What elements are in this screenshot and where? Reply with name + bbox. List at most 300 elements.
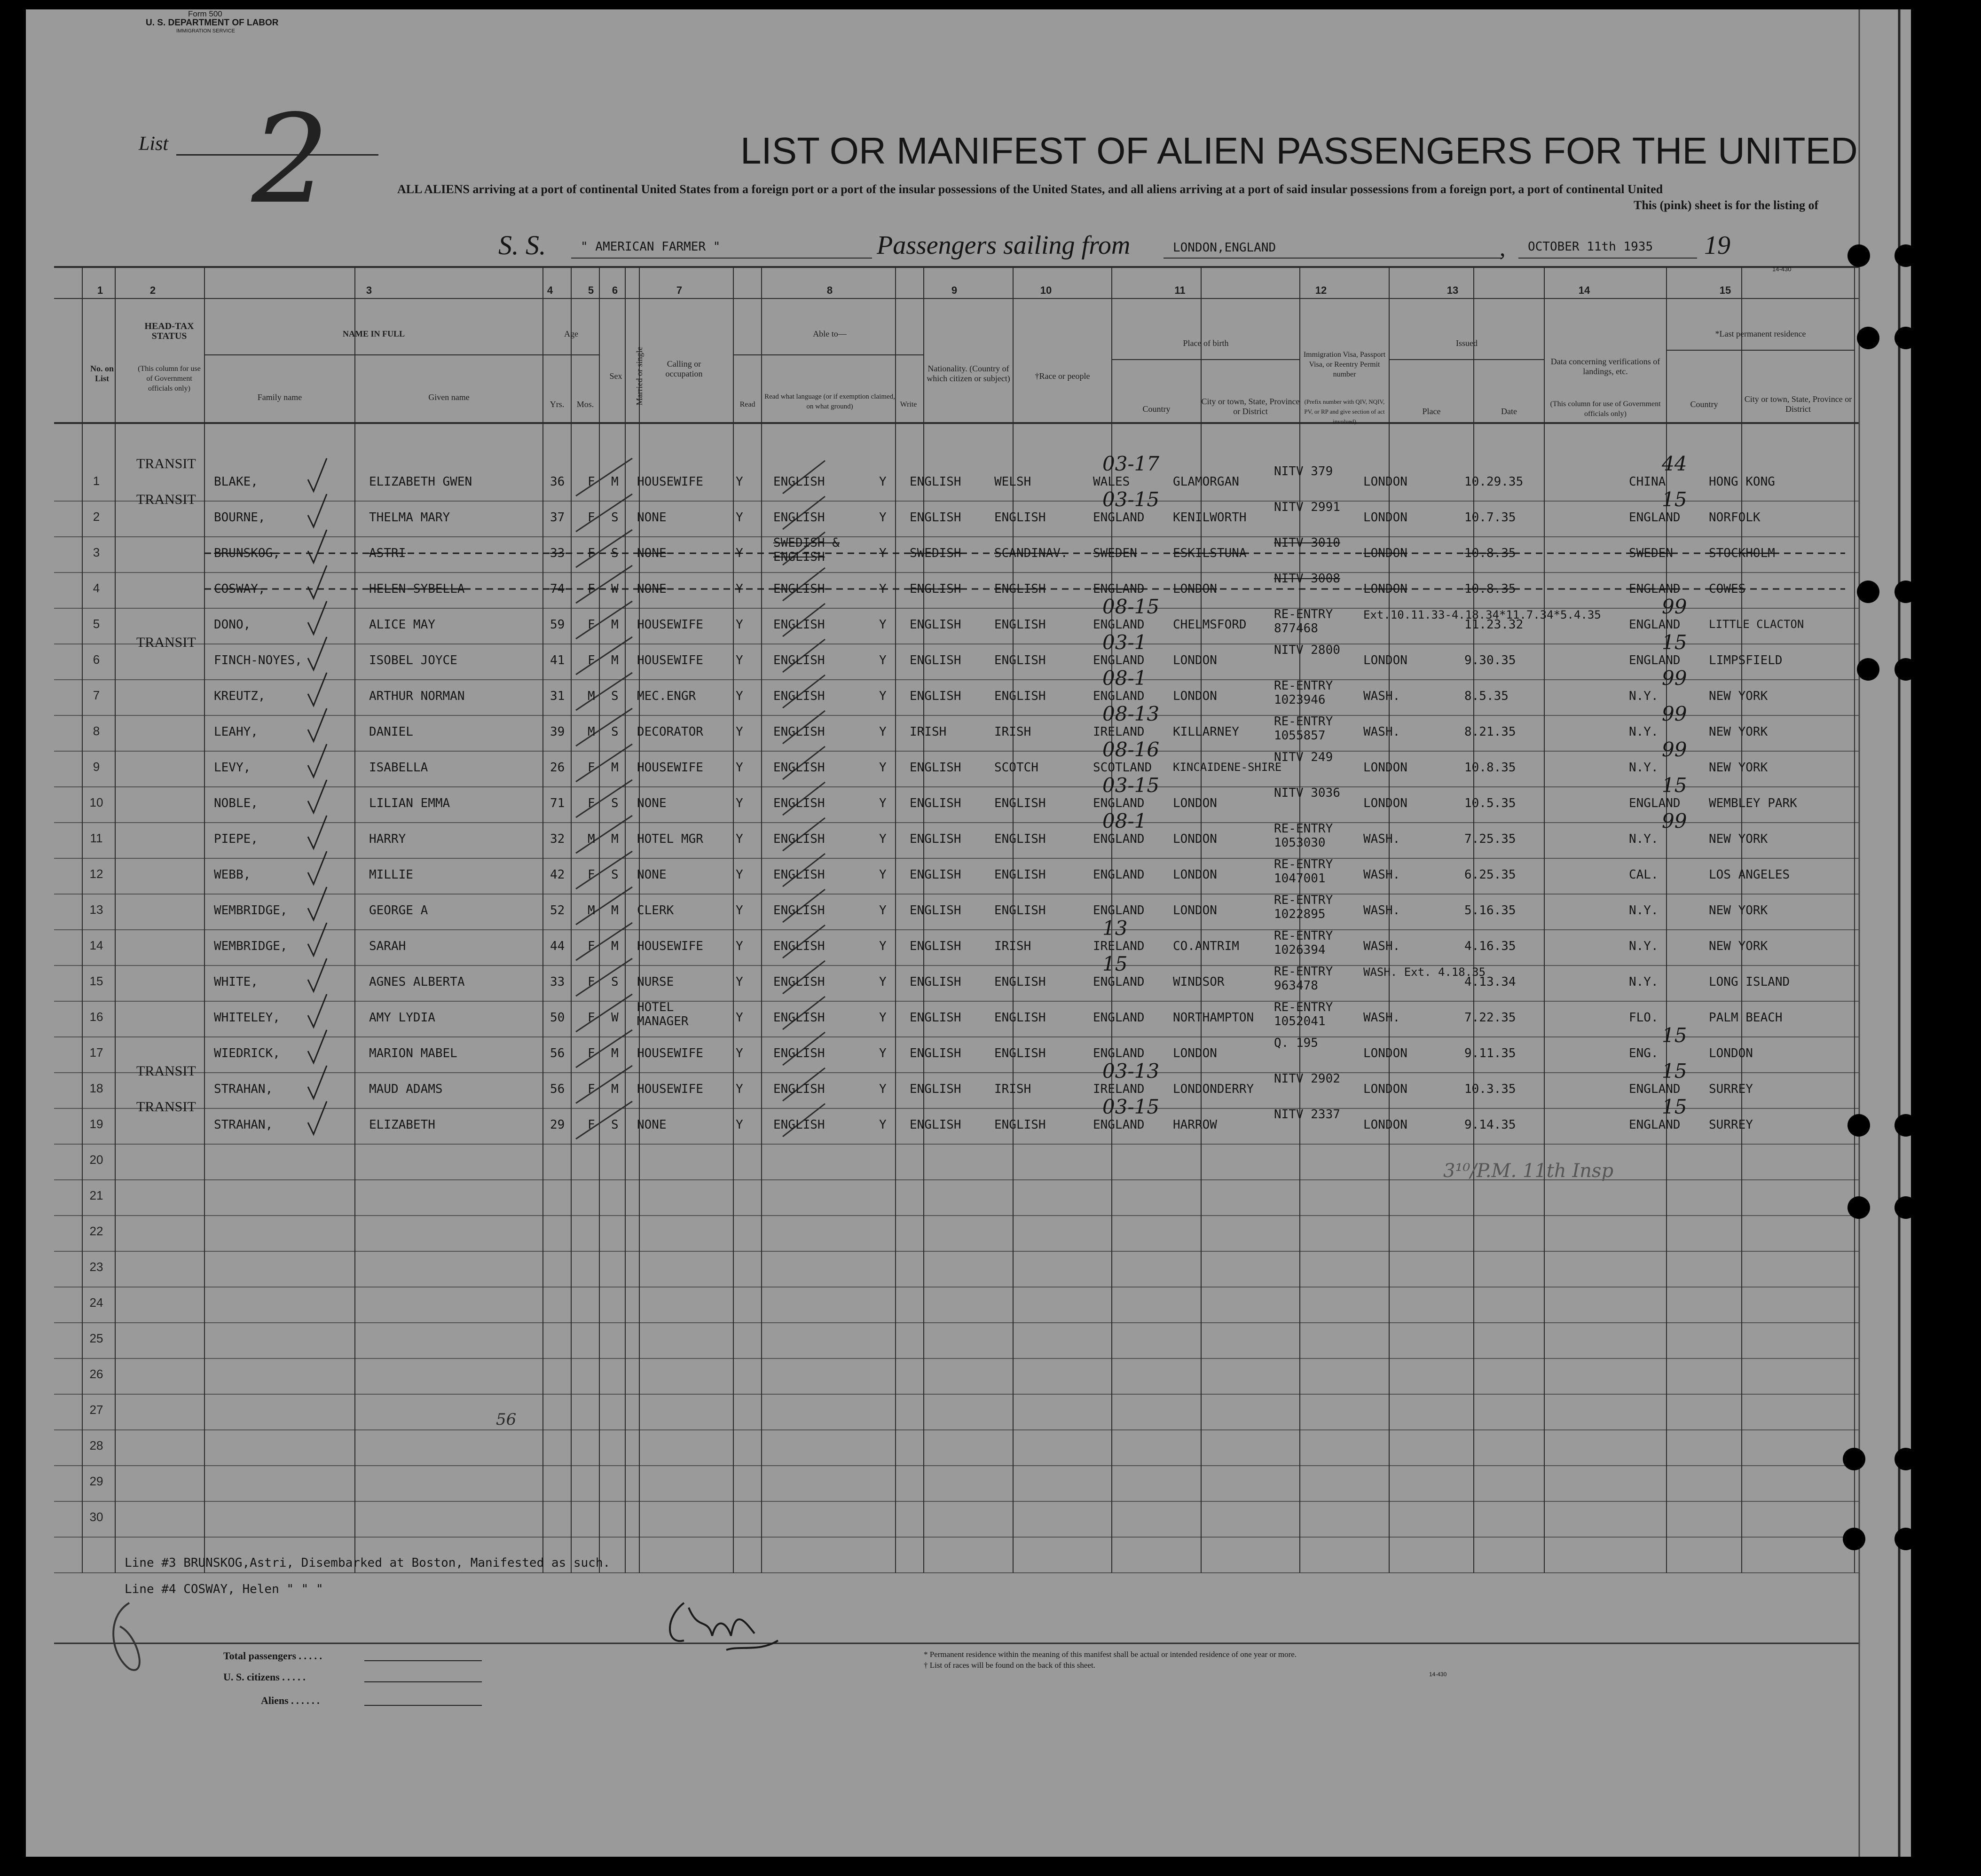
cell-race: ENGLISH: [994, 618, 1046, 632]
cell-age: 50: [550, 1011, 565, 1025]
cell-res-city: SURREY: [1709, 1118, 1753, 1132]
cell-language: ENGLISH: [773, 796, 825, 810]
cell-language: ENGLISH: [773, 582, 825, 596]
header-mos: Mos.: [576, 399, 594, 409]
cell-race: IRISH: [994, 725, 1031, 739]
punch-hole: [1895, 658, 1917, 681]
cell-issued-date: 7.22.35: [1464, 1011, 1516, 1025]
cell-language: ENGLISH: [773, 618, 825, 632]
cell-issued-date: 8.5.35: [1464, 689, 1509, 703]
cell-write: Y: [879, 1118, 887, 1132]
row-number: 28: [89, 1438, 103, 1452]
cell-res-country: N.Y.: [1629, 832, 1659, 846]
cell-occupation: HOUSEWIFE: [637, 1046, 703, 1060]
handwritten-code: 03-15: [1102, 774, 1160, 797]
cell-sex: F: [588, 761, 595, 775]
header-married: Married or single: [634, 346, 644, 406]
cell-sex: F: [588, 510, 595, 525]
cell-given: ISABELLA: [369, 761, 428, 775]
cell-issued-place: LONDON: [1363, 653, 1407, 667]
cell-birth-city: NORTHAMPTON: [1173, 1011, 1254, 1025]
cell-ms: M: [611, 618, 619, 632]
cell-res-country: N.Y.: [1629, 689, 1659, 703]
cell-birth-country: IRELAND: [1093, 725, 1145, 739]
cell-issued-place: LONDON: [1363, 1082, 1407, 1096]
cell-sex: M: [588, 725, 595, 739]
cell-issued-place: LONDON: [1363, 796, 1407, 810]
cell-race: IRISH: [994, 939, 1031, 953]
cell-issued-date: 10.8.35: [1464, 546, 1516, 560]
row-number: 12: [89, 867, 103, 881]
cell-given: LILIAN EMMA: [369, 796, 450, 810]
row20-note: 3¹⁰/P.M. 11th Insp: [1443, 1160, 1614, 1182]
cell-issued-place: LONDON: [1363, 1046, 1407, 1060]
col-num-1: 1: [97, 284, 103, 296]
cell-given: ALICE MAY: [369, 618, 435, 632]
cell-sex: F: [588, 546, 595, 560]
cell-sex: F: [588, 475, 595, 489]
cell-race: SCOTCH: [994, 761, 1038, 775]
cell-nationality: ENGLISH: [910, 975, 961, 989]
service: IMMIGRATION SERVICE: [176, 28, 235, 34]
cell-given: MARION MABEL: [369, 1046, 457, 1060]
cell-birth-country: ENGLAND: [1093, 582, 1145, 596]
cell-issued-date: 9.11.35: [1464, 1046, 1516, 1060]
punch-hole: [1857, 327, 1879, 349]
cell-sex: M: [588, 832, 595, 846]
cell-birth-city: LONDON: [1173, 653, 1217, 667]
cell-res-city: LONG ISLAND: [1709, 975, 1790, 989]
cell-race: ENGLISH: [994, 1011, 1046, 1025]
col-num-10: 10: [1040, 284, 1052, 296]
cell-language: ENGLISH: [773, 475, 825, 489]
cell-visa: RE-ENTRY 1023946: [1274, 679, 1333, 707]
cell-family: FINCH-NOYES,: [214, 653, 302, 667]
cell-nationality: ENGLISH: [910, 1118, 961, 1132]
cell-res-city: NEW YORK: [1709, 939, 1768, 953]
cell-occupation: HOUSEWIFE: [637, 653, 703, 667]
handwritten-code: 08-1: [1102, 809, 1147, 832]
cell-ms: S: [611, 1118, 619, 1132]
cell-res-country: N.Y.: [1629, 761, 1659, 775]
cell-occupation: NURSE: [637, 975, 674, 989]
cell-write: Y: [879, 761, 887, 775]
sailing-label: Passengers sailing from: [877, 231, 1131, 260]
cell-read: Y: [736, 903, 743, 918]
cell-sex: F: [588, 653, 595, 667]
cell-visa: Q. 195: [1274, 1036, 1318, 1050]
handwritten-code: 08-13: [1102, 702, 1160, 725]
us-citizens-line: [364, 1681, 482, 1682]
header-verif-note: (This column for use of Government officials only): [1550, 400, 1661, 418]
cell-age: 29: [550, 1118, 565, 1132]
punch-hole: [1895, 1528, 1917, 1550]
cell-given: ASTRI: [369, 546, 406, 560]
cell-given: MAUD ADAMS: [369, 1082, 443, 1096]
cell-occupation: NONE: [637, 1118, 667, 1132]
row-number: 11: [90, 831, 103, 845]
cell-family: NOBLE,: [214, 796, 258, 810]
cell-family: COSWAY,: [214, 582, 266, 596]
cell-language: ENGLISH: [773, 1082, 825, 1096]
footer-code: 14-430: [1429, 1671, 1447, 1678]
cell-sex: F: [588, 1046, 595, 1060]
cell-age: 52: [550, 903, 565, 918]
cell-issued-date: 5.16.35: [1464, 903, 1516, 918]
cell-issued-date: 6.25.35: [1464, 868, 1516, 882]
handwritten-code: 03-15: [1102, 1095, 1160, 1118]
cell-write: Y: [879, 832, 887, 846]
col-num-12: 12: [1315, 284, 1327, 296]
cell-visa: NITV 249: [1274, 750, 1333, 764]
cell-write: Y: [879, 903, 887, 918]
inspector-signature: [656, 1589, 811, 1664]
cell-res-city: LONDON: [1709, 1046, 1753, 1060]
cell-given: ISOBEL JOYCE: [369, 653, 457, 667]
cell-res-country: N.Y.: [1629, 903, 1659, 918]
cell-nationality: ENGLISH: [910, 1082, 961, 1096]
cell-family: WEMBRIDGE,: [214, 939, 288, 953]
col-num-8: 8: [826, 284, 833, 296]
cell-ms: S: [611, 796, 619, 810]
cell-birth-country: SWEDEN: [1093, 546, 1137, 560]
cell-res-country: CAL.: [1629, 868, 1659, 882]
cell-read: Y: [736, 1011, 743, 1025]
cell-res-city: COWES: [1709, 582, 1746, 596]
header-race: †Race or people: [1035, 371, 1090, 381]
cell-headtax: TRANSIT: [136, 1063, 196, 1079]
cell-family: STRAHAN,: [214, 1082, 273, 1096]
header-country: Country: [1142, 404, 1171, 414]
cell-write: Y: [879, 510, 887, 525]
cell-res-country: N.Y.: [1629, 975, 1659, 989]
handwritten-code: 08-15: [1102, 595, 1160, 618]
handwritten-code: 03-17: [1102, 452, 1160, 475]
row-number: 5: [93, 617, 100, 631]
cell-birth-city: LONDON: [1173, 796, 1217, 810]
aliens-line: [364, 1705, 482, 1706]
cell-read: Y: [736, 725, 743, 739]
row-number: 24: [89, 1295, 103, 1310]
cell-language: ENGLISH: [773, 1046, 825, 1060]
cell-sex: F: [588, 975, 595, 989]
cell-res-city: NEW YORK: [1709, 903, 1768, 918]
manifest-title: LIST OR MANIFEST OF ALIEN PASSENGERS FOR THE UNITED: [740, 130, 1858, 172]
row-number: 26: [89, 1367, 103, 1381]
footer-note-1: Line #3 BRUNSKOG,Astri, Disembarked at Boston, Manifested as such.: [125, 1556, 611, 1570]
cell-issued-place: LONDON: [1363, 761, 1407, 775]
cell-read: Y: [736, 975, 743, 989]
cell-birth-country: IRELAND: [1093, 1082, 1145, 1096]
cell-issued-place: WASH.: [1363, 1011, 1400, 1025]
cell-ms: M: [611, 653, 619, 667]
header-place-of-birth: Place of birth: [1183, 338, 1229, 348]
cell-read: Y: [736, 582, 743, 596]
cell-write: Y: [879, 546, 887, 560]
cell-ms: M: [611, 475, 619, 489]
cell-birth-city: LONDON: [1173, 1046, 1217, 1060]
cell-headtax: TRANSIT: [136, 456, 196, 471]
cell-write: Y: [879, 1046, 887, 1060]
cell-family: WHITELEY,: [214, 1011, 280, 1025]
punch-hole: [1847, 1114, 1870, 1137]
cell-res-country: ENGLAND: [1629, 510, 1681, 525]
cell-issued-place: Ext.10.11.33-4.18.34*11.7.34*5.4.35: [1363, 608, 1601, 621]
cell-sex: M: [588, 903, 595, 918]
cell-issued-date: 10.29.35: [1464, 475, 1524, 489]
cell-visa: RE-ENTRY 1055857: [1274, 714, 1333, 743]
cell-race: ENGLISH: [994, 868, 1046, 882]
manifest-sheet: [26, 9, 1911, 1857]
cell-ms: S: [611, 725, 619, 739]
cell-res-country: ENGLAND: [1629, 1082, 1681, 1096]
cell-read: Y: [736, 510, 743, 525]
header-given-name: Given name: [428, 392, 470, 402]
handwritten-code: 13: [1102, 917, 1128, 940]
cell-visa: NITV 2337: [1274, 1107, 1340, 1122]
cell-birth-country: ENGLAND: [1093, 868, 1145, 882]
ss-label: S. S.: [498, 230, 546, 260]
total-passengers-label: Total passengers . . . . .: [223, 1650, 322, 1662]
cell-occupation: NONE: [637, 510, 667, 525]
cell-ms: M: [611, 903, 619, 918]
cell-given: MILLIE: [369, 868, 413, 882]
cell-write: Y: [879, 939, 887, 953]
punch-hole: [1843, 1528, 1865, 1550]
cell-visa: NITV 2991: [1274, 500, 1340, 514]
row-number: 23: [89, 1260, 103, 1274]
cell-res-city: PALM BEACH: [1709, 1011, 1783, 1025]
row-number: 8: [93, 724, 100, 738]
cell-birth-country: ENGLAND: [1093, 1011, 1145, 1025]
col-num-3: 3: [366, 284, 372, 296]
cell-sex: F: [588, 1118, 595, 1132]
cell-read: Y: [736, 1046, 743, 1060]
cell-read: Y: [736, 1082, 743, 1096]
cell-age: 26: [550, 761, 565, 775]
punch-hole: [1895, 581, 1917, 603]
cell-sex: F: [588, 796, 595, 810]
cell-family: BLAKE,: [214, 475, 258, 489]
cell-visa: RE-ENTRY 1026394: [1274, 929, 1333, 957]
cell-family: LEAHY,: [214, 725, 258, 739]
handwritten-code-2: 44: [1662, 452, 1687, 475]
cell-write: Y: [879, 868, 887, 882]
row-number: 6: [93, 652, 100, 667]
cell-read: Y: [736, 1118, 743, 1132]
cell-occupation: HOUSEWIFE: [637, 1082, 703, 1096]
total-passengers-line: [364, 1660, 482, 1661]
cell-occupation: HOTEL MGR: [637, 832, 703, 846]
cell-sex: F: [588, 618, 595, 632]
cell-race: ENGLISH: [994, 975, 1046, 989]
handwritten-code: 08-1: [1102, 667, 1147, 690]
cell-race: IRISH: [994, 1082, 1031, 1096]
punch-hole: [1843, 1448, 1865, 1470]
handwritten-code: 03-1: [1102, 631, 1147, 654]
punch-hole: [1847, 244, 1870, 267]
cell-occupation: NONE: [637, 582, 667, 596]
handwritten-code-2: 15: [1662, 631, 1687, 654]
cell-issued-date: 10.8.35: [1464, 582, 1516, 596]
header-write: Write: [900, 400, 917, 408]
cell-ms: M: [611, 832, 619, 846]
cell-ms: M: [611, 761, 619, 775]
cell-ms: M: [611, 1046, 619, 1060]
cell-issued-date: 8.21.35: [1464, 725, 1516, 739]
cell-ms: M: [611, 1082, 619, 1096]
cell-write: Y: [879, 582, 887, 596]
cell-issued-place: WASH.: [1363, 939, 1400, 953]
cell-res-country: ENGLAND: [1629, 1118, 1681, 1132]
handwritten-code-2: 99: [1662, 702, 1687, 725]
handwritten-code-2: 15: [1662, 488, 1687, 511]
cell-write: Y: [879, 653, 887, 667]
row-number: 13: [89, 903, 103, 917]
header-res-country: Country: [1690, 399, 1718, 409]
cell-write: Y: [879, 975, 887, 989]
cell-family: WHITE,: [214, 975, 258, 989]
cell-res-city: NEW YORK: [1709, 761, 1768, 775]
cell-nationality: ENGLISH: [910, 832, 961, 846]
handwritten-code-2: 15: [1662, 1060, 1687, 1083]
cell-birth-country: ENGLAND: [1093, 510, 1145, 525]
cell-sex: F: [588, 1011, 595, 1025]
cell-issued-place: WASH.: [1363, 689, 1400, 703]
cell-nationality: ENGLISH: [910, 689, 961, 703]
cell-res-city: LOS ANGELES: [1709, 868, 1790, 882]
handwritten-code: 08-16: [1102, 738, 1160, 761]
header-yrs: Yrs.: [550, 399, 565, 409]
col-num-15: 15: [1719, 284, 1731, 296]
cell-birth-country: ENGLAND: [1093, 618, 1145, 632]
cell-race: ENGLISH: [994, 689, 1046, 703]
cell-visa: RE-ENTRY 1053030: [1274, 822, 1333, 850]
cell-birth-city: LONDON: [1173, 903, 1217, 918]
punch-hole: [1895, 244, 1917, 267]
handwritten-code-2: 99: [1662, 738, 1687, 761]
cell-birth-city: CHELMSFORD: [1173, 618, 1247, 632]
header-nationality: Nationality. (Country of which citizen or subject): [927, 364, 1010, 383]
cell-visa: NITV 3036: [1274, 786, 1340, 800]
cell-headtax: TRANSIT: [136, 635, 196, 650]
us-citizens-label: U. S. citizens . . . . .: [223, 1671, 306, 1683]
sailing-date: OCTOBER 11th 1935: [1528, 240, 1653, 254]
cell-birth-country: IRELAND: [1093, 939, 1145, 953]
header-able-to: Able to—: [813, 329, 847, 338]
cell-res-country: SWEDEN: [1629, 546, 1673, 560]
cell-sex: M: [588, 689, 595, 703]
col-num-11: 11: [1174, 284, 1186, 296]
cell-given: GEORGE A: [369, 903, 428, 918]
cell-sex: F: [588, 939, 595, 953]
cell-visa: RE-ENTRY 963478: [1274, 965, 1333, 993]
cell-occupation: CLERK: [637, 903, 674, 918]
cell-ms: S: [611, 510, 619, 525]
cell-ms: W: [611, 1011, 619, 1025]
cell-birth-country: ENGLAND: [1093, 653, 1145, 667]
cell-age: 44: [550, 939, 565, 953]
row-number: 10: [89, 795, 103, 809]
cell-read: Y: [736, 939, 743, 953]
cell-nationality: ENGLISH: [910, 868, 961, 882]
punch-hole: [1895, 327, 1917, 349]
aliens-label: Aliens . . . . . .: [261, 1695, 320, 1706]
cell-occupation: HOUSEWIFE: [637, 761, 703, 775]
cell-issued-date: 10.8.35: [1464, 761, 1516, 775]
cell-nationality: ENGLISH: [910, 1046, 961, 1060]
cell-language: ENGLISH: [773, 1011, 825, 1025]
cell-ms: S: [611, 546, 619, 560]
footer-note-2: Line #4 COSWAY, Helen " " ": [125, 1582, 323, 1596]
cell-language: SWEDISH & ENGLISH: [773, 536, 840, 564]
cell-birth-country: WALES: [1093, 475, 1130, 489]
cell-age: 56: [550, 1082, 565, 1096]
cell-race: ENGLISH: [994, 796, 1046, 810]
cell-issued-date: 9.14.35: [1464, 1118, 1516, 1132]
cell-sex: F: [588, 868, 595, 882]
cell-race: ENGLISH: [994, 1118, 1046, 1132]
intro-line-2: This (pink) sheet is for the listing of: [1634, 198, 1819, 212]
header-calling: Calling or occupation: [665, 359, 703, 378]
cell-language: ENGLISH: [773, 939, 825, 953]
cell-age: 59: [550, 618, 565, 632]
comma-sep: ,: [1500, 235, 1506, 261]
row-number: 9: [93, 760, 100, 774]
row-number: 2: [93, 510, 100, 524]
cell-given: ARTHUR NORMAN: [369, 689, 465, 703]
cell-race: ENGLISH: [994, 832, 1046, 846]
cell-occupation: NONE: [637, 546, 667, 560]
cell-res-city: LIMPSFIELD: [1709, 653, 1783, 667]
cell-race: SCANDINAV.: [994, 546, 1068, 560]
cell-ms: S: [611, 975, 619, 989]
punch-hole: [1895, 1196, 1917, 1219]
cell-issued-date: 10.3.35: [1464, 1082, 1516, 1096]
cell-nationality: ENGLISH: [910, 582, 961, 596]
cell-birth-country: SCOTLAND: [1093, 761, 1152, 775]
row-number: 7: [93, 688, 100, 702]
list-label: List: [139, 133, 169, 155]
cell-birth-city: KENILWORTH: [1173, 510, 1247, 525]
header-age: Age: [564, 329, 578, 338]
cell-birth-city: CO.ANTRIM: [1173, 939, 1239, 953]
cell-nationality: ENGLISH: [910, 1011, 961, 1025]
cell-read: Y: [736, 832, 743, 846]
department: U. S. DEPARTMENT OF LABOR: [146, 18, 279, 28]
handwritten-code-2: 99: [1662, 595, 1687, 618]
cell-visa: NITV 3008: [1274, 572, 1340, 586]
row-number: 16: [89, 1010, 103, 1024]
cell-age: 36: [550, 475, 565, 489]
handwritten-code-2: 99: [1662, 667, 1687, 690]
header-city-birth: City or town, State, Province or District: [1201, 397, 1300, 416]
row-number: 17: [89, 1045, 103, 1060]
cell-visa: NITV 379: [1274, 464, 1333, 479]
cell-sex: F: [588, 582, 595, 596]
list-number: 2: [252, 89, 330, 231]
date-underline: [1518, 258, 1697, 259]
cell-language: ENGLISH: [773, 868, 825, 882]
cell-given: SARAH: [369, 939, 406, 953]
header-no-on-list: No. on List: [90, 364, 114, 383]
cell-occupation: DECORATOR: [637, 725, 703, 739]
cell-read: Y: [736, 689, 743, 703]
cell-issued-date: 9.30.35: [1464, 653, 1516, 667]
cell-res-city: NEW YORK: [1709, 689, 1768, 703]
cell-issued-place: LONDON: [1363, 475, 1407, 489]
cell-nationality: ENGLISH: [910, 939, 961, 953]
